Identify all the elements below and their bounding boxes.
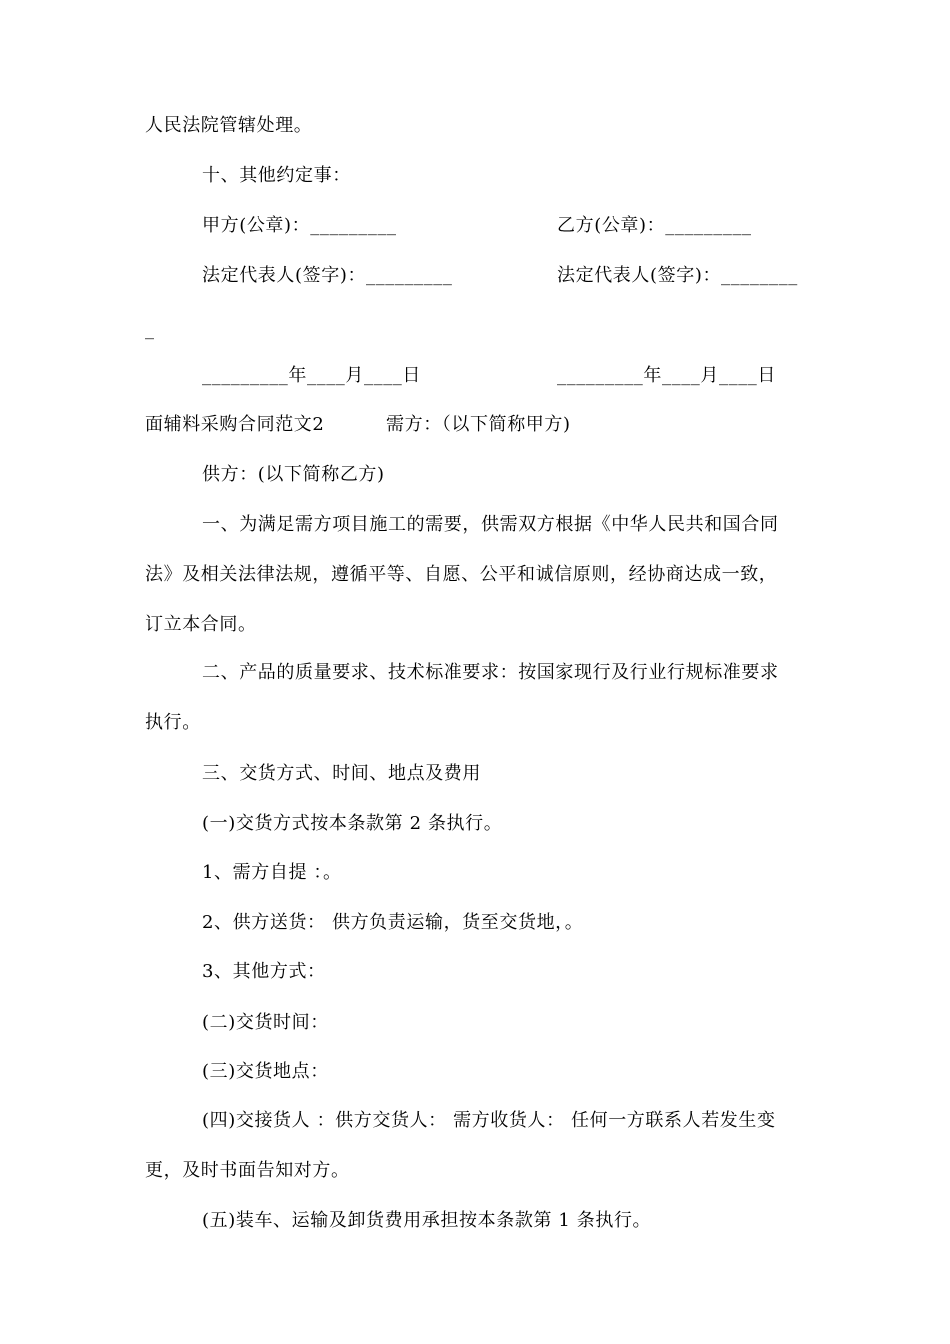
clause-line: 2、供方送货： 供方负责运输，货至交货地，。 bbox=[202, 912, 584, 933]
text-line: _ bbox=[145, 319, 155, 340]
clause-line: (三)交货地点： bbox=[202, 1061, 329, 1082]
paragraph-line: 执行。 bbox=[145, 712, 201, 733]
text-line: 人民法院管辖处理。 bbox=[145, 115, 313, 136]
clause-line: 3、其他方式： bbox=[202, 961, 326, 982]
party-a-date-line: _________年____月____日 bbox=[202, 365, 421, 386]
party-a-seal-line: 甲方(公章)：_________ bbox=[202, 215, 397, 236]
clause-line: (一)交货方式按本条款第 2 条执行。 bbox=[202, 813, 503, 834]
clause-line: (四)交接货人 ：供方交货人： 需方收货人： 任何一方联系人若发生变 bbox=[202, 1110, 776, 1131]
party-b-date-line: _________年____月____日 bbox=[557, 365, 776, 386]
party-a-representative-line: 法定代表人(签字)：_________ bbox=[202, 265, 453, 286]
document-title: 面辅料采购合同范文2 bbox=[145, 414, 325, 435]
clause-line: (五)装车、运输及卸货费用承担按本条款第 1 条执行。 bbox=[202, 1210, 652, 1231]
party-b-seal-line: 乙方(公章)：_________ bbox=[557, 215, 752, 236]
party-b-representative-line: 法定代表人(签字)：________ bbox=[557, 265, 798, 286]
section-heading: 三、交货方式、时间、地点及费用 bbox=[202, 763, 481, 784]
buyer-line: 需方：（以下简称甲方) bbox=[386, 414, 571, 435]
clause-line: 更，及时书面告知对方。 bbox=[145, 1160, 350, 1181]
clause-line: 1、需方自提 ：。 bbox=[202, 862, 342, 883]
paragraph-line: 法》及相关法律法规，遵循平等、自愿、公平和诚信原则，经协商达成一致， bbox=[145, 564, 778, 585]
section-heading: 十、其他约定事： bbox=[202, 165, 351, 186]
paragraph-line: 二、产品的质量要求、技术标准要求：按国家现行及行业行规标准要求 bbox=[202, 662, 779, 683]
paragraph-line: 订立本合同。 bbox=[145, 614, 257, 635]
supplier-line: 供方：(以下简称乙方) bbox=[202, 464, 385, 485]
paragraph-line: 一、为满足需方项目施工的需要，供需双方根据《中华人民共和国合同 bbox=[202, 514, 779, 535]
clause-line: (二)交货时间： bbox=[202, 1012, 329, 1033]
